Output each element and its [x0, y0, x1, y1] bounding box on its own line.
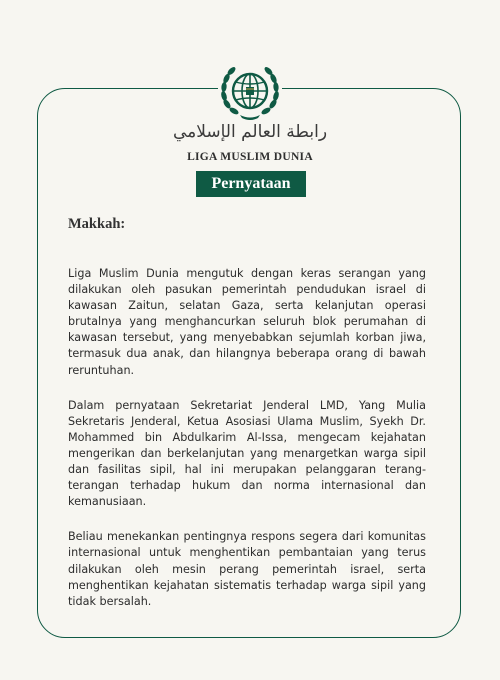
- logo-emblem: [218, 60, 282, 122]
- statement-location: Makkah:: [68, 216, 126, 232]
- statement-badge: Pernyataan: [196, 171, 306, 197]
- statement-paragraph: Liga Muslim Dunia mengutuk dengan keras serangan yang dilakukan oleh pasukan pemerintah pendudukan israel di kawasan Zaitun, selatan Gaza, serta kelanjutan operasi brutalnya yang menghancurkan seluruh blok perumahan di kawasan tersebut, yang menyebabkan sejumlah korban jiwa, termasuk dua anak, dan hilangnya beberapa orang di bawah reruntuhan.: [68, 267, 426, 377]
- statement-paragraph: Dalam pernyataan Sekretariat Jenderal LMD, Yang Mulia Sekretaris Jenderal, Ketua Asosiasi Ulama Muslim, Syekh Dr. Mohammed bin Abdulkarim Al-Issa, mengecam kejahatan mengerikan dan berkelanjutan yang menargetkan warga sipil dan fasilitas sipil, hal ini merupakan pelanggaran terang-terangan terhadap hukum dan norma internasional dan kemanusiaan.: [68, 398, 426, 509]
- globe-wreath-emblem-icon: [218, 60, 282, 122]
- arabic-org-name: رابطة العالم الإسلامي: [172, 122, 328, 142]
- org-name: LIGA MUSLIM DUNIA: [187, 151, 313, 163]
- statement-paragraph: Beliau menekankan pentingnya respons segera dari komunitas internasional untuk menghentikan pembantaian yang terus dilakukan oleh mesin perang pemerintah israel, serta menghentikan kejahatan sistematis terhadap warga sipil yang tidak bersalah.: [68, 530, 426, 608]
- statement-body: [68, 266, 426, 629]
